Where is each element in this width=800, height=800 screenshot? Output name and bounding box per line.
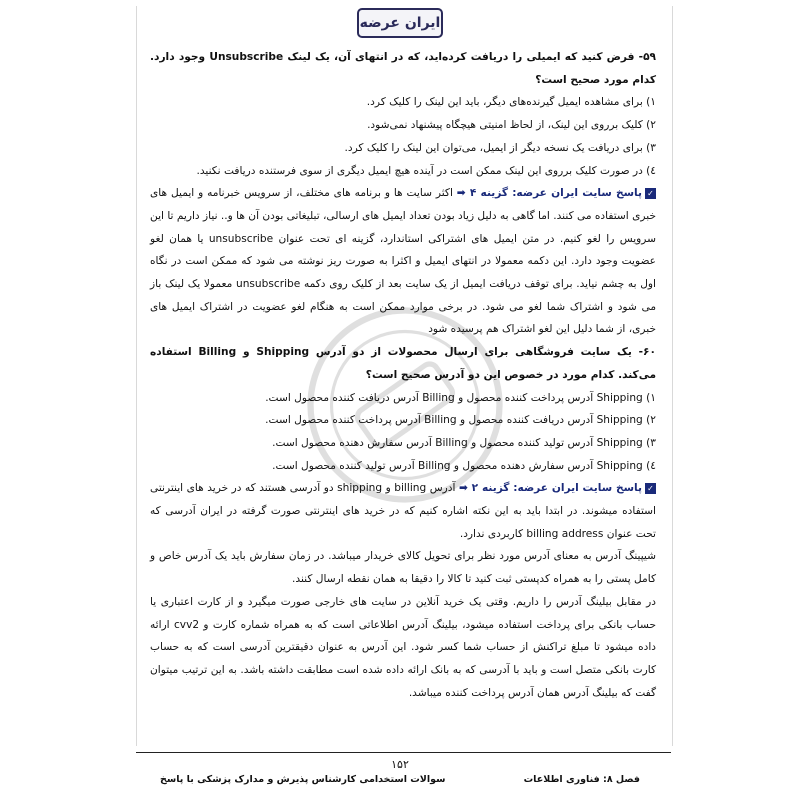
checkbox-icon: ✓	[645, 483, 656, 494]
q59-option-4: ٤) در صورت کلیک برروی این لینک ممکن است در آینده هیچ ایمیل دیگری از سوی فرستنده دریافت نکنید.	[196, 164, 656, 177]
page-footer	[160, 774, 640, 794]
footer-divider	[136, 752, 671, 753]
q60-option-4: ٤) Shipping آدرس سفارش دهنده محصول و Billing آدرس تولید کننده محصول است.	[272, 459, 656, 472]
main-content	[150, 46, 656, 704]
q59-answer-text: اکثر سایت ها و برنامه های مختلف، از سرویس خبرنامه و ایمیل های خبری استفاده می کنند. اما گاهی به دلیل زیاد بودن تعداد ایمیل های ارسالی، تبلیغاتی بودن آن ها و.. نیاز داریم تا این سرویس را لغو کنیم. در متن ایمیل های اشتراکی استاندارد، گزینه ای تحت عنوان unsubscribe یا همان لغو عضویت وجود دارد. این دکمه معمولا در انتهای ایمیل و اکثرا به صورت ریز نوشته می شود که ممکن است در نگاه اول به چشم نیاید. برای توقف دریافت ایمیل از یک سایت بعد از کلیک روی دکمه unsubscribe معمولا یک لینک باز می شود و اشتراک شما لغو می شود. در برخی موارد ممکن است به هنگام لغو عضویت در اشتراک ایمیل های خبری، از شما دلیل این لغو اشتراک هم پرسیده شود	[150, 187, 656, 336]
q60-paragraph-2: در مقابل بیلینگ آدرس را داریم. وقتی یک خرید آنلاین در سایت های خارجی صورت میگیرد و از کارت اعتباری یا حساب بانکی برای پرداخت استفاده میشود، بیلینگ آدرس اطلاعاتی است که به همراه شماره کارت و cvv2 ارائه داده میشود تا مبلغ تراکنش از حساب شما کسر شود. این آدرس به عنوان دقیقترین آدرسی است که به حساب کارت بانکی متصل است و باید با آدرسی که به بانک ارائه داده شده است مطابقت داشته باشد. به این ترتیب میتوان گفت که بیلینگ آدرس همان آدرس پرداخت کننده میباشد.	[150, 595, 657, 699]
logo-text: ایران عرضه	[359, 15, 441, 31]
q60-option-2: ۲) Shipping آدرس دریافت کننده محصول و Billing آدرس پرداخت کننده محصول است.	[265, 414, 656, 427]
q60-option-3: ۳) Shipping آدرس تولید کننده محصول و Billing آدرس سفارش دهنده محصول است.	[272, 436, 656, 449]
footer-book-title: سوالات استخدامی کارشناس پذیرش و مدارک پزشکی با پاسخ	[160, 774, 446, 785]
q59-option-2: ۲) کلیک برروی این لینک، از لحاظ امنیتی هیچگاه پیشنهاد نمی‌شود.	[367, 119, 656, 132]
page-number: ۱۵۲	[391, 758, 409, 771]
question-60: ۶۰- یک سایت فروشگاهی برای ارسال محصولات از دو آدرس Shipping و Billing استفاده می‌کند. کدام مورد در خصوص این دو آدرس صحیح است؟	[150, 346, 656, 381]
checkbox-icon: ✓	[645, 188, 656, 199]
footer-chapter: فصل ۸: فناوری اطلاعات	[523, 774, 640, 785]
q60-paragraph-1: شیپینگ آدرس به معنای آدرس مورد نظر برای تحویل کالای خریدار میباشد. در زمان سفارش باید یک آدرس خاص و کامل پستی را به همراه کدپستی ثبت کنید تا کالا را دقیقا به همان نقطه ارسال کنند.	[150, 550, 656, 586]
q60-answer-label: پاسخ سایت ایران عرضه: گزینه ۲ ➡	[458, 482, 642, 495]
q59-answer-label: پاسخ سایت ایران عرضه: گزینه ۴ ➡	[456, 187, 642, 200]
q59-option-3: ۳) برای دریافت یک نسخه دیگر از ایمیل، می‌توان این لینک را کلیک کرد.	[344, 141, 656, 154]
q60-option-1: ۱) Shipping آدرس پرداخت کننده محصول و Billing آدرس دریافت کننده محصول است.	[265, 391, 656, 404]
question-59: ۵۹- فرض کنید که ایمیلی را دریافت کرده‌اید، که در انتهای آن، یک لینک Unsubscribe وجود دارد. کدام مورد صحیح است؟	[150, 51, 656, 86]
q60-answer-text: آدرس billing و shipping دو آدرسی هستند که در خرید های اینترنتی استفاده میشوند. در ابتدا باید به این نکته اشاره کنیم که در خرید های اینترنتی صورت گرفته در ایران آدرسی که تحت عنوان billing address کاربردی ندارد.	[150, 482, 656, 540]
q59-option-1: ۱) برای مشاهده ایمیل گیرنده‌های دیگر، باید این لینک را کلیک کرد.	[366, 96, 656, 109]
site-logo	[357, 8, 443, 38]
q59-answer	[150, 182, 656, 341]
q60-answer	[150, 477, 656, 545]
